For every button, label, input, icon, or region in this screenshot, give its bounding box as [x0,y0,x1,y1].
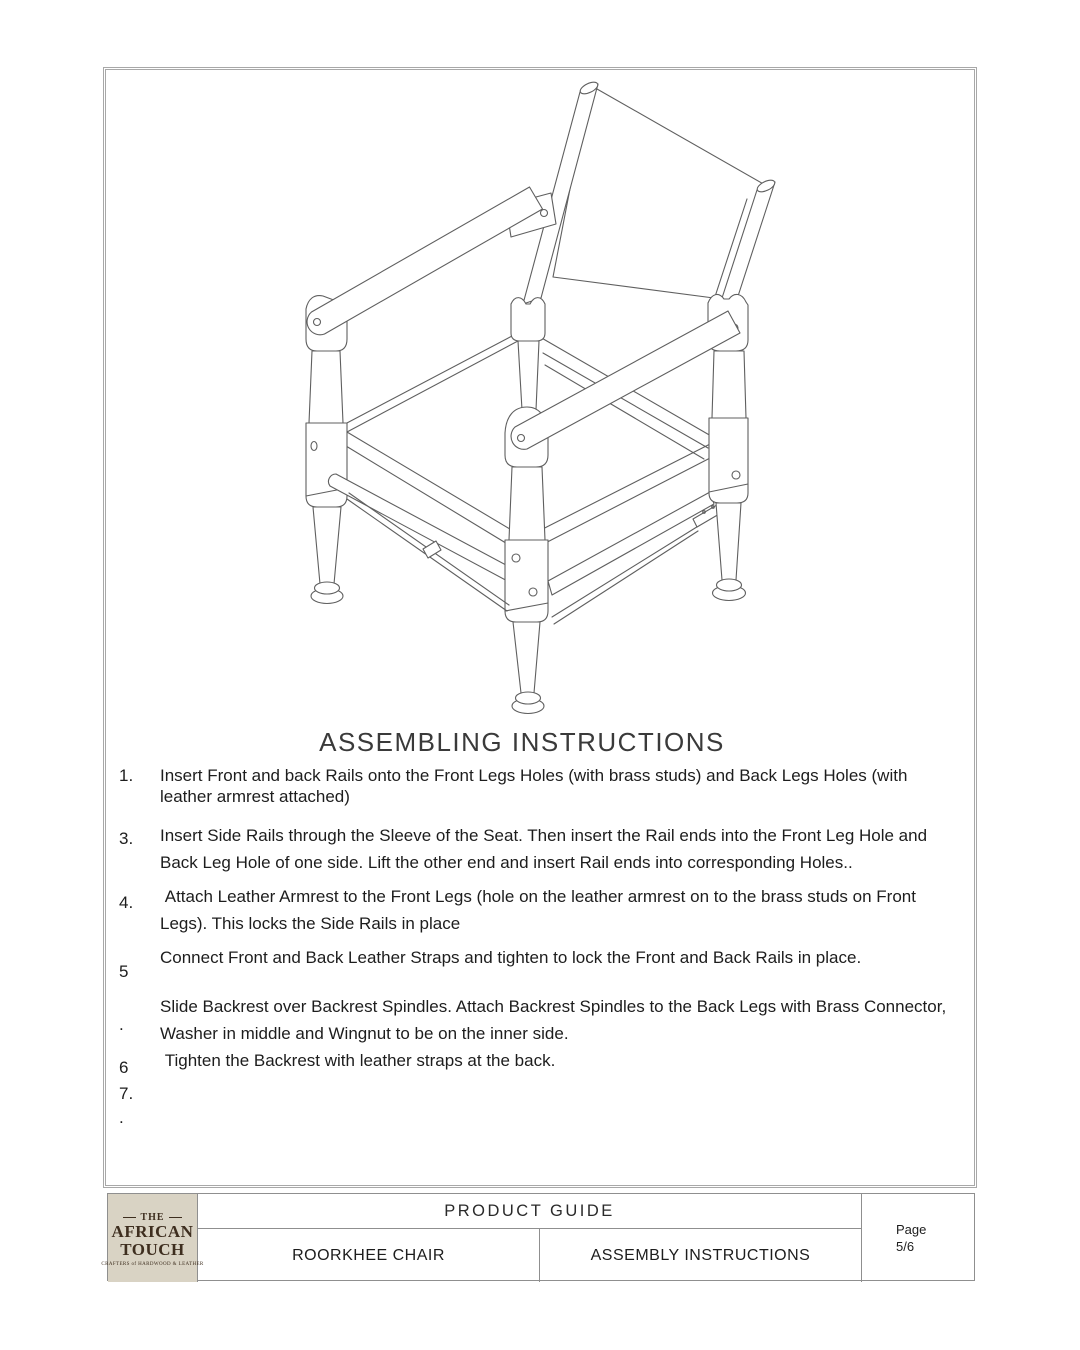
logo-flourish-left [123,1217,136,1218]
page-label: Page [896,1222,927,1237]
footer-table [101,1193,975,1281]
instruction-text [160,1107,964,1131]
logo-flourish-right [169,1217,182,1218]
doc-type-cell: ASSEMBLY INSTRUCTIONS [590,1246,811,1264]
instruction-text: Insert Side Rails through the Sleeve of the Seat. Then insert the Rail ends into the Front Leg Hole and Back Leg Hole of one side. Lift the other end and insert Rail ends into corresponding Holes.. [160,826,932,872]
instruction-row [119,993,964,1047]
instruction-number: 7. [119,1084,134,1103]
instruction-number: . [119,1015,124,1034]
instruction-number: 5 [119,962,129,981]
product-name-cell: ROORKHEE CHAIR [198,1229,540,1282]
product-guide-heading: PRODUCT GUIDE [198,1194,861,1229]
instruction-text: Slide Backrest over Backrest Spindles. Attach Backrest Spindles to the Back Legs with Brass Connector, Washer in middle and Wingnut to be on the inner side. [160,997,951,1043]
instruction-number: 1. [119,766,134,785]
instruction-text [160,1083,964,1107]
instruction-row [119,1047,964,1078]
logo-text-the: THE [140,1211,165,1223]
instruction-row [119,822,964,876]
instruction-row [119,1107,964,1131]
logo-text-african: AFRICAN [111,1221,194,1241]
page-title: ASSEMBLING INSTRUCTIONS [319,727,725,757]
instruction-text: Tighten the Backrest with leather straps at the back. [160,1051,556,1070]
left-armrest [306,187,543,351]
instruction-row [119,883,964,937]
logo-line-the [123,1212,181,1223]
instructions-list [119,765,964,1131]
front-right-leg [505,467,548,714]
brand-logo [101,1194,204,1282]
page-number-cell [861,1194,976,1282]
logo-text-touch: TOUCH [120,1239,185,1259]
instruction-row [119,765,964,807]
page-number: 5/6 [896,1239,915,1254]
instruction-number: 6 [119,1058,129,1077]
instruction-text: Attach Leather Armrest to the Front Legs (hole on the leather armrest on to the brass studs on Front Legs). This locks the Side Rails in place [160,887,921,933]
instruction-number: . [119,1108,124,1127]
instruction-number: 3. [119,829,134,848]
instruction-number: 4. [119,893,134,912]
logo-tagline: CRAFTERS of HARDWOOD & LEATHER [101,1261,204,1267]
instruction-text: Connect Front and Back Leather Straps and tighten to lock the Front and Back Rails in place. [160,948,862,967]
instruction-row [119,1083,964,1107]
instruction-text: Insert Front and back Rails onto the Front Legs Holes (with brass studs) and Back Legs Holes (with leather armrest attached) [160,766,913,806]
instruction-row [119,944,964,982]
